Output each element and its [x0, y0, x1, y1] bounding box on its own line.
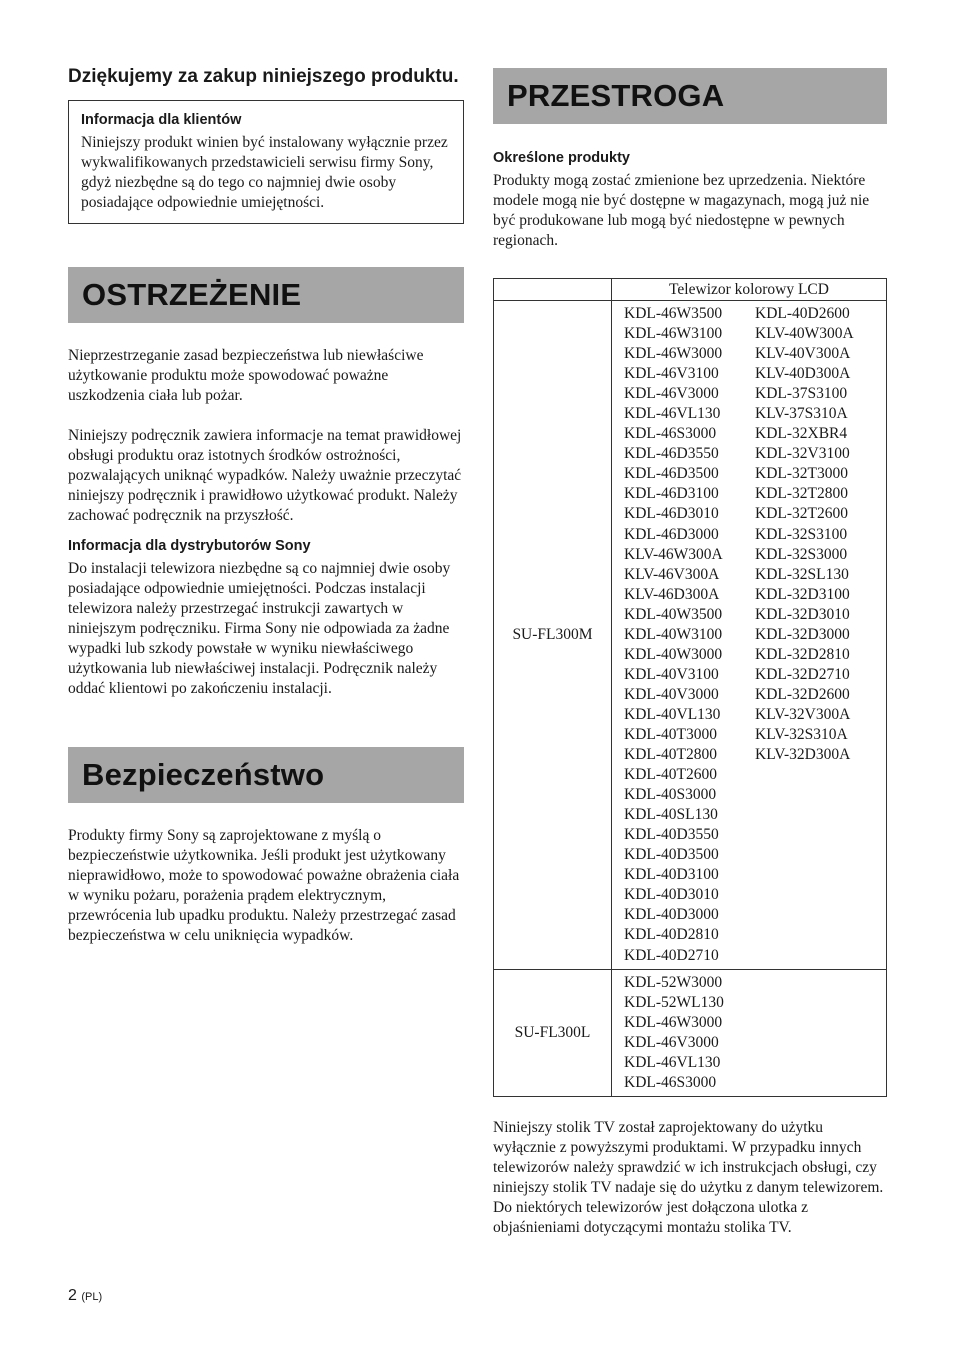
tv-model-item: KDL-32S3100: [755, 525, 848, 543]
tv-model-item: KLV-32V300A: [755, 705, 851, 723]
tv-model-item: KDL-46D3500: [624, 465, 719, 483]
tv-model-item: KLV-46D300A: [624, 585, 720, 603]
tv-model-item: KDL-40D3000: [624, 906, 719, 924]
tv-model-item: KDL-46W3500: [624, 305, 723, 322]
tv-model-item: KDL-40D3500: [624, 846, 719, 864]
stand-note-paragraph-1: Niniejszy stolik TV został zaprojektowany do użytku wyłącznie z powyższymi produktami. W przypadku innych telewizorów należy sprawdzić w ich instrukcjach obsługi, czy niniejszy stolik TV nadaje się do użytku z danym telewizorem.: [493, 1118, 884, 1196]
model-list-column: [755, 973, 886, 1093]
stand-model-cell: SU-FL300M: [494, 301, 612, 970]
tv-model-item: KDL-32SL130: [755, 565, 849, 583]
table-row: [494, 301, 887, 970]
warning-title: OSTRZEŻENIE: [82, 277, 302, 312]
page-number-value: 2: [68, 1287, 77, 1304]
tv-model-item: KDL-46W3000: [624, 345, 723, 363]
tv-model-item: KDL-46D3000: [624, 525, 719, 543]
customer-info-box: [68, 100, 464, 224]
table-header-row: [494, 279, 887, 301]
stand-note-paragraph-2: Do niektórych telewizorów jest dołączona ulotka z objaśnieniami dotyczącymi montażu stolika TV.: [493, 1198, 809, 1236]
safety-text: Produkty firmy Sony są zaprojektowane z myślą o bezpieczeństwie użytkownika. Jeśli produkt jest użytkowany nieprawidłowo, może to spowodować poważne obrażenia ciała w wyniku pożaru, porażenia prądem elektrycznym, przewrócenia lub upadku produktu. Należy przestrzegać zasad bezpieczeństwa w celu uniknięcia wypadków.: [68, 827, 460, 944]
warning-banner: [68, 267, 464, 323]
customer-info-text: Niniejszy produkt winien być instalowany wyłącznie przez wykwalifikowanych przedstawicieli serwisu firmy Sony, gdyż niezbędne są do tego co najmniej dwie osoby posiadające odpowiednie umiejętności.: [81, 134, 448, 211]
tv-model-item: KDL-32D3000: [755, 625, 850, 643]
tv-model-item: KDL-40D2600: [755, 305, 850, 322]
page-language-code: (PL): [81, 1291, 103, 1303]
tv-model-item: KDL-46D3100: [624, 485, 719, 503]
tv-model-item: KLV-37S310A: [755, 405, 848, 423]
model-list-column: [624, 973, 755, 1093]
tv-model-item: KDL-40D3550: [624, 826, 719, 844]
tv-model-item: KDL-40S3000: [624, 786, 717, 804]
tv-model-item: KDL-32D2710: [755, 665, 850, 683]
tv-model-item: KDL-40SL130: [624, 806, 718, 824]
caution-banner: [493, 68, 887, 124]
compatible-models-table: [493, 278, 887, 1097]
specified-products-text: Produkty mogą zostać zmienione bez uprzedzenia. Niektóre modele mogą nie być dostępne w magazynach, mogą już nie być produkowane lub mogą być niedostępne w pewnych regionach.: [493, 172, 870, 249]
tv-model-item: KDL-32T2800: [755, 485, 848, 503]
tv-model-item: KDL-46D3010: [624, 505, 719, 523]
tv-model-item: KDL-46D3550: [624, 445, 719, 463]
tv-model-item: KDL-46W3000: [624, 1013, 723, 1031]
tv-model-item: KDL-46V3000: [624, 1033, 719, 1051]
tv-model-item: KDL-37S3100: [755, 385, 848, 403]
tv-model-item: KDL-40T3000: [624, 725, 717, 743]
table-header-cell: Telewizor kolorowy LCD: [612, 279, 887, 301]
warning-paragraph-1: Nieprzestrzeganie zasad bezpieczeństwa lub niewłaściwe użytkowanie produktu może spowodować poważne uszkodzenia ciała lub pożar.: [68, 347, 424, 404]
dealers-info-text: Do instalacji telewizora niezbędne są co najmniej dwie osoby posiadające odpowiednie umiejętności. Podczas instalacji telewizora należy przestrzegać instrukcji zawartych w niniejszym podręczniku. Firma Sony nie odpowiada za żadne wypadki lub szkody powstałe w wyniku niewłaściwego użytkowania lub niewłaściwej instalacji. Podręcznik należy oddać klientowi po zakończeniu instalacji.: [68, 560, 451, 697]
table-header-empty-cell: [494, 279, 612, 301]
tv-model-item: KLV-32S310A: [755, 725, 848, 743]
tv-model-item: KDL-46S3000: [624, 425, 717, 443]
tv-model-item: KDL-40W3100: [624, 625, 723, 643]
tv-model-item: KLV-40W300A: [755, 325, 854, 343]
tv-model-item: KDL-52W3000: [624, 973, 723, 991]
tv-model-item: KLV-40V300A: [755, 345, 851, 363]
model-list-column: [755, 304, 886, 966]
tv-model-item: KDL-40W3500: [624, 605, 723, 623]
tv-model-item: KDL-40D3010: [624, 886, 719, 904]
warning-paragraph-2: Niniejszy podręcznik zawiera informacje na temat prawidłowej obsługi produktu oraz istotnych środków ostrożności, pozwalających uniknąć wypadków. Należy uważnie przeczytać niniejszy podręcznik i prawidłowo użytkować produkt. Należy zachować podręcznik na przyszłość.: [68, 427, 462, 524]
tv-models-cell: [612, 301, 887, 970]
tv-model-item: KDL-32S3000: [755, 545, 848, 563]
tv-model-item: KDL-40T2800: [624, 746, 717, 764]
tv-model-item: KLV-40D300A: [755, 365, 851, 383]
specified-products-title: Określone produkty: [493, 150, 630, 166]
tv-model-item: KDL-32XBR4: [755, 425, 848, 443]
left-column: [68, 64, 464, 946]
tv-model-item: KDL-40D2810: [624, 926, 719, 944]
tv-model-item: KDL-32D2810: [755, 645, 850, 663]
tv-models-cell: [612, 969, 887, 1096]
tv-model-item: KDL-46S3000: [624, 1073, 717, 1091]
tv-model-item: KDL-40V3100: [624, 665, 719, 683]
tv-model-item: KDL-40T2600: [624, 766, 717, 784]
model-list-column: [624, 304, 755, 966]
tv-model-item: KDL-32D3100: [755, 585, 850, 603]
tv-model-item: KDL-40W3000: [624, 645, 723, 663]
tv-model-item: KDL-52WL130: [624, 993, 724, 1011]
tv-model-item: KDL-40VL130: [624, 705, 721, 723]
caution-title: PRZESTROGA: [507, 78, 725, 113]
tv-model-item: KLV-32D300A: [755, 746, 851, 764]
tv-model-item: KDL-46V3000: [624, 385, 719, 403]
dealers-info-title: Informacja dla dystrybutorów Sony: [68, 538, 311, 554]
tv-model-item: KDL-32D3010: [755, 605, 850, 623]
tv-model-item: KDL-40D2710: [624, 946, 719, 964]
thanks-heading: Dziękujemy za zakup niniejszego produktu.: [68, 66, 459, 87]
tv-model-item: KLV-46V300A: [624, 565, 720, 583]
safety-title: Bezpieczeństwo: [82, 757, 325, 792]
tv-model-item: KDL-46VL130: [624, 1053, 721, 1071]
page-number: [68, 1287, 102, 1305]
stand-model-cell: SU-FL300L: [494, 969, 612, 1096]
tv-model-item: KDL-46V3100: [624, 365, 719, 383]
tv-model-item: KDL-46W3100: [624, 325, 723, 343]
tv-model-item: KDL-32T2600: [755, 505, 848, 523]
tv-model-item: KDL-40D3100: [624, 866, 719, 884]
table-row: [494, 969, 887, 1096]
tv-model-item: KDL-40V3000: [624, 685, 719, 703]
tv-model-item: KLV-46W300A: [624, 545, 723, 563]
safety-banner: [68, 747, 464, 803]
right-column: [493, 68, 887, 1238]
tv-model-item: KDL-32T3000: [755, 465, 848, 483]
customer-info-title: Informacja dla klientów: [81, 112, 242, 128]
tv-model-item: KDL-46VL130: [624, 405, 721, 423]
tv-model-item: KDL-32D2600: [755, 685, 850, 703]
tv-model-item: KDL-32V3100: [755, 445, 850, 463]
